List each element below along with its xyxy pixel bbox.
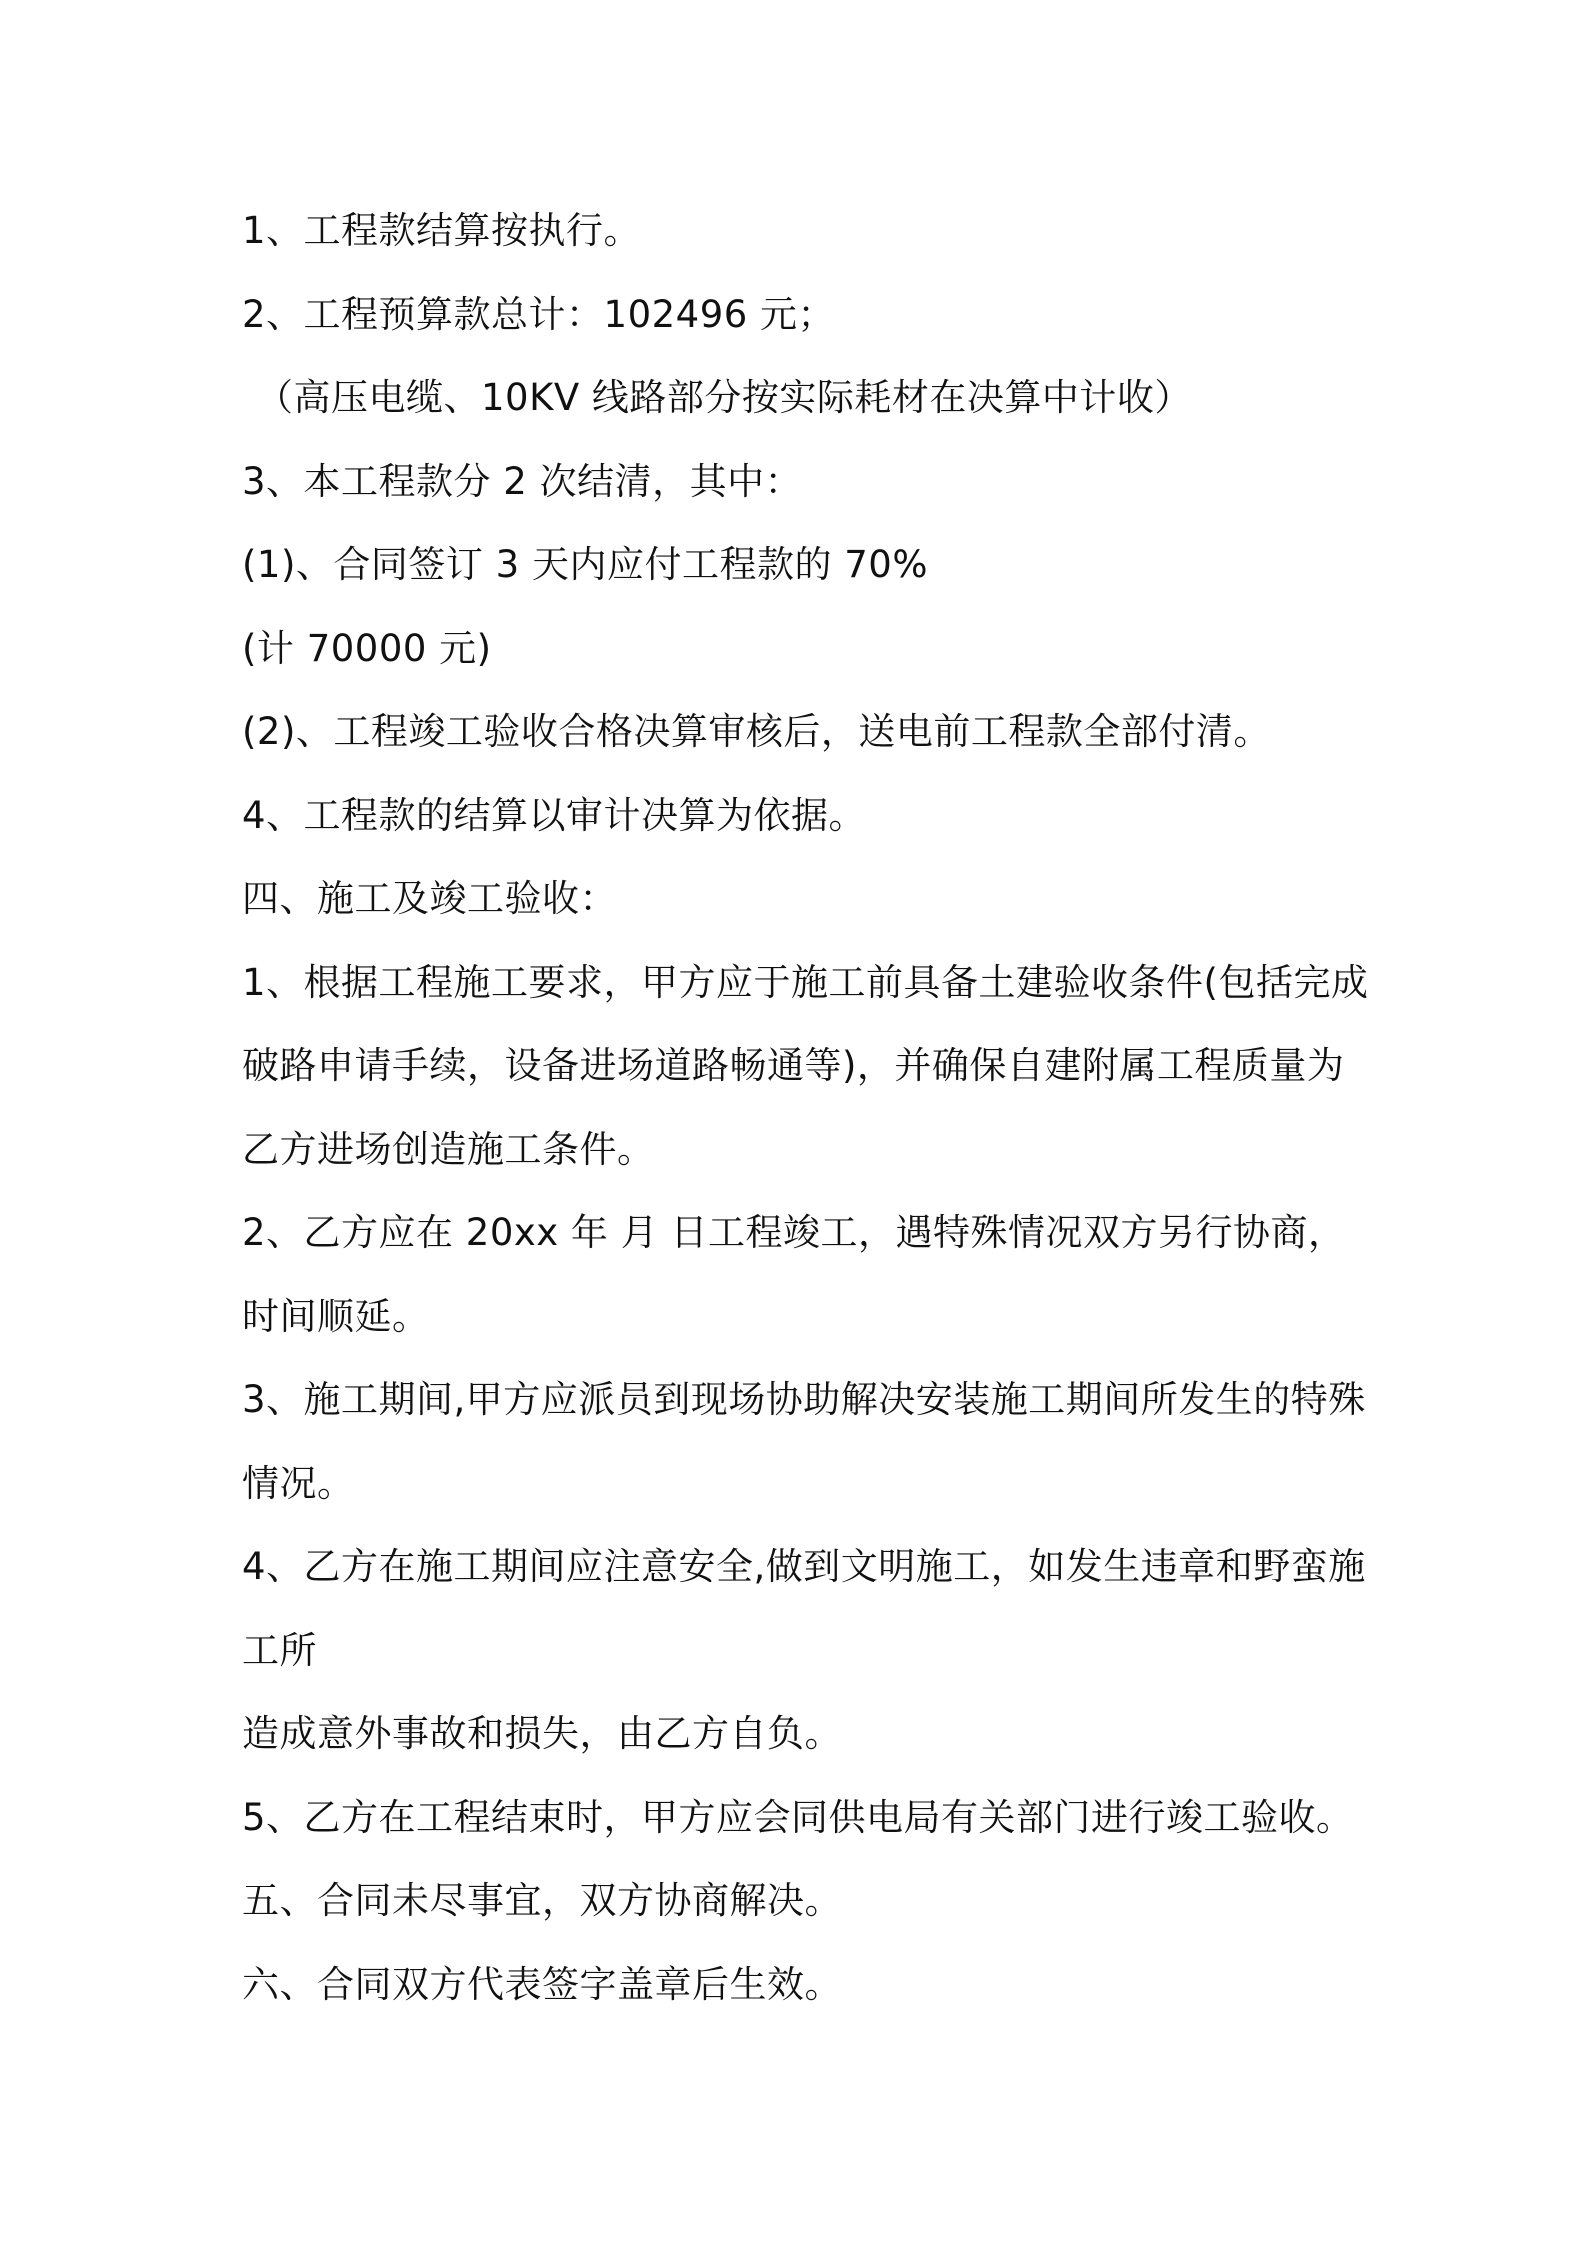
clause-line: 造成意外事故和损失，由乙方自负。 [242, 1712, 842, 1755]
section-heading: 四、施工及竣工验收： [242, 877, 617, 920]
clause-line: 2、乙方应在 20xx 年 月 日工程竣工，遇特殊情况双方另行协商， [242, 1211, 1346, 1254]
section-heading: 五、合同未尽事宜，双方协商解决。 [242, 1879, 842, 1922]
clause-line: 3、本工程款分 2 次结清，其中： [242, 459, 803, 503]
clause-line: 破路申请手续，设备进场道路畅通等)，并确保自建附属工程质量为 [242, 1044, 1345, 1087]
clause-line: 情况。 [242, 1461, 355, 1505]
sub-clause-line: (计 70000 元) [242, 626, 492, 670]
clause-line: 4、工程款的结算以审计决算为依据。 [242, 793, 867, 837]
clause-line: 1、工程款结算按执行。 [242, 209, 642, 252]
clause-line: 3、施工期间,甲方应派员到现场协助解决安装施工期间所发生的特殊 [242, 1378, 1366, 1421]
sub-clause-line: (2)、工程竣工验收合格决算审核后，送电前工程款全部付清。 [242, 710, 1271, 753]
section-heading: 六、合同双方代表签字盖章后生效。 [242, 1962, 842, 2006]
clause-line: 2、工程预算款总计：102496 元； [242, 292, 836, 336]
clause-line: 5、乙方在工程结束时，甲方应会同供电局有关部门进行竣工验收。 [242, 1795, 1354, 1839]
sub-clause-line: (1)、合同签订 3 天内应付工程款的 70% [242, 543, 928, 586]
clause-note-line: （高压电缆、10KV 线路部分按实际耗材在决算中计收） [256, 376, 1192, 419]
document-body [242, 196, 1372, 2033]
clause-line: 工所 [242, 1628, 317, 1672]
clause-line: 时间顺延。 [242, 1294, 430, 1338]
clause-line: 1、根据工程施工要求，甲方应于施工前具备土建验收条件(包括完成 [242, 960, 1369, 1004]
clause-line: 4、乙方在施工期间应注意安全,做到文明施工，如发生违章和野蛮施 [242, 1545, 1366, 1588]
clause-line: 乙方进场创造施工条件。 [242, 1127, 655, 1171]
